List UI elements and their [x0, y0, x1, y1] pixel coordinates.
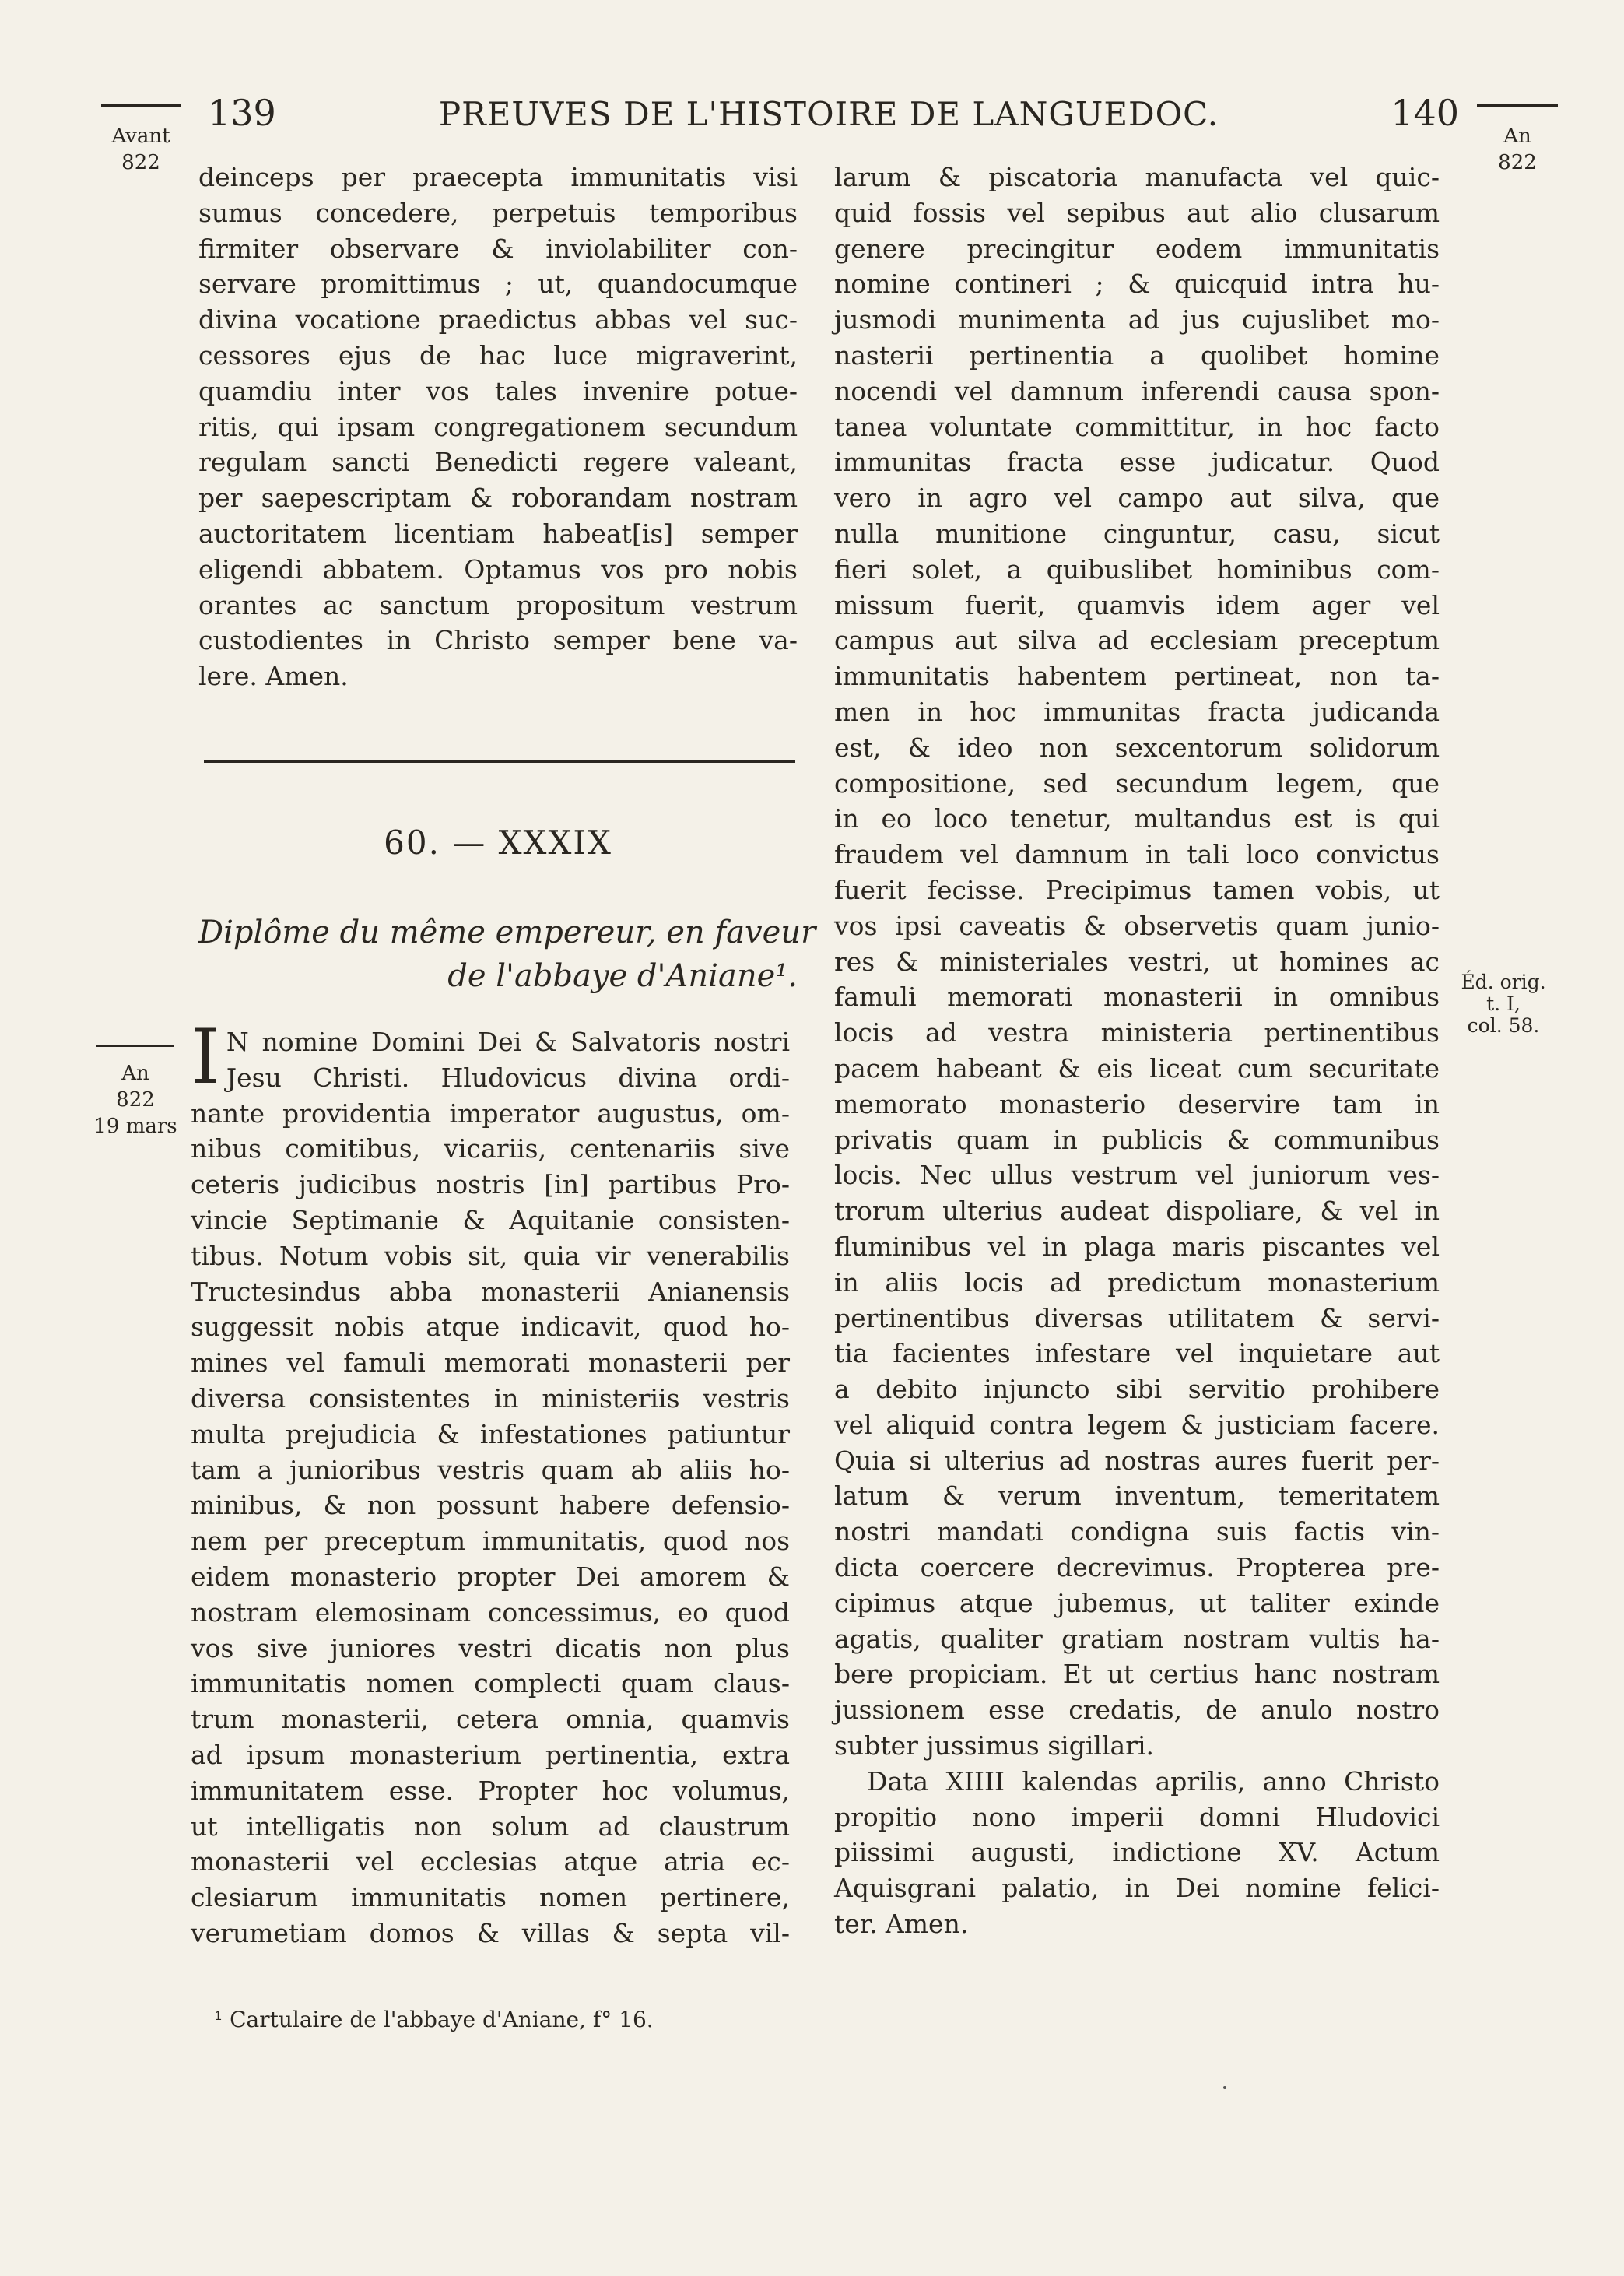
margin-note-top-right: An 822 — [1498, 125, 1537, 174]
margin-rule-top-right — [1477, 104, 1558, 107]
section-divider — [204, 760, 795, 763]
document-body-left: I N nomine Domini Dei & Salvatoris nostri Jesu Christi. Hludovicus divina ordi- nante providentia imperator augustus, om- nibus comitibus, vicariis, centenariis sive ceteris judicibus nostris [in] partibus Pro- vincie Septimanie & Aquitanie consisten- tibus. Notum vobis sit, quia vir venerabilis Tructesindus abba monasterii Anianensis suggessit nobis atque indicavit, quod ho- mines vel famuli memorati monasterii per diversa consistentes in ministeriis vestris multa prejudicia & infestationes patiuntur tam a junioribus vestris quam ab aliis ho- minibus, & non possunt habere defensio- nem per preceptum immunitatis, quod nos eidem monasterio propter Dei amorem & nostram elemosinam concessimus, eo quod vos sive juniores vestri dicatis non plus immunitatis nomen complecti quam claus- trum monasterii, cetera omnia, quamvis ad ipsum monasterium pertinentia, extra immunitatem esse. Propter hoc volumus, ut intelligatis non solum ad claustrum monasterii vel ecclesias atque atria ec- clesiarum immunitatis nomen pertinere, verumetiam domos & villas & septa vil- — [191, 1013, 790, 1948]
margin-note-original-edition: Éd. orig. t. I, col. 58. — [1461, 971, 1546, 1037]
page-number-right: 140 — [1391, 92, 1459, 134]
margin-note-top-left: Avant 822 — [111, 125, 170, 174]
document-number: 60. — XXXIX — [384, 824, 612, 862]
footnote: ¹ Cartulaire de l'abbaye d'Aniane, f° 16. — [214, 2007, 654, 2032]
document-title: Diplôme du même empereur, en faveur de l'abbaye d'Aniane¹. — [198, 915, 816, 994]
page-number-left: 139 — [208, 92, 276, 134]
right-column-text: larum & piscatoria manufacta vel quic- quid fossis vel sepibus aut alio clusarum genere precingitur eodem immunitatis nomine contineri ; & quicquid intra hu- jusmodi munimenta ad jus cujuslibet mo- nasterii pertinentia a quolibet homine nocendi vel damnum inferendi causa spon- tanea voluntate committitur, in hoc facto immunitas fracta esse judicatur. Quod vero in agro vel campo aut silva, que nulla munitione cinguntur, casu, sicut fieri solet, a quibuslibet hominibus com- missum fuerit, quamvis idem ager vel campus aut silva ad ecclesiam preceptum immunitatis habentem pertineat, non ta- men in hoc immunitas fracta judicanda est, & ideo non sexcentorum solidorum compositione, sed secundum legem, que in eo loco tenetur, multandus est is qui fraudem vel damnum in tali loco convictus fuerit fecisse. Precipimus tamen vobis, ut vos ipsi caveatis & observetis quam junio- res & ministeriales vestri, ut homines ac famuli memorati monasterii in omnibus locis ad vestra ministeria pertinentibus pacem habeant & eis liceat cum securitate memorato monasterio deservire tam in privatis quam in publicis & communibus locis. Nec ullus vestrum vel juniorum ves- trorum ulterius audeat dispoliare, & vel in fluminibus vel in plaga maris piscantes vel in aliis locis ad predictum monasterium pertinentibus diversas utilitatem & servi- tia facientes infestare vel inquietare aut a debito injuncto sibi servitio prohibere vel aliquid contra legem & justiciam facere. Quia si ulterius ad nostras aures fuerit per- latum & verum inventum, temeritatem nostri mandati condigna suis factis vin- dicta coercere decrevimus. Propterea pre- cipimus atque jubemus, ut taliter exinde agatis, qualiter gratiam nostram vultis ha- bere propiciam. Et ut certius hanc nostram jussionem esse credatis, de anulo nostro subter jussimus sigillari. Data XIIII kalendas aprilis, anno Christo propitio nono imperii domni Hludovici piissimi augusti, indictione XV. Actum Aquisgrani palatio, in Dei nomine felici- ter. Amen. — [834, 162, 1440, 1940]
running-head — [198, 92, 1459, 139]
running-title: PREUVES DE L'HISTOIRE DE LANGUEDOC. — [438, 95, 1219, 133]
margin-rule-doc-left — [96, 1045, 174, 1047]
left-column-top-text: deinceps per praecepta immunitatis visi sumus concedere, perpetuis temporibus firmiter observare & inviolabiliter con- servare promittimus ; ut, quandocumque divina vocatione praedictus abbas vel suc- cessores ejus de hac luce migraverint, quamdiu inter vos tales invenire potue- ritis, qui ipsam congregationem secundum regulam sancti Benedicti regere valeant, per saepescriptam & roborandam nostram auctoritatem licentiam habeat[is] semper eligendi abbatem. Optamus vos pro nobis orantes ac sanctum propositum vestrum custodientes in Christo semper bene va- lere. Amen. — [198, 162, 798, 692]
page-speck — [1223, 2086, 1226, 2089]
margin-rule-top-left — [101, 104, 181, 107]
drop-cap: I — [191, 1013, 220, 1101]
margin-note-doc-date: An 822 19 mars — [93, 1062, 177, 1138]
